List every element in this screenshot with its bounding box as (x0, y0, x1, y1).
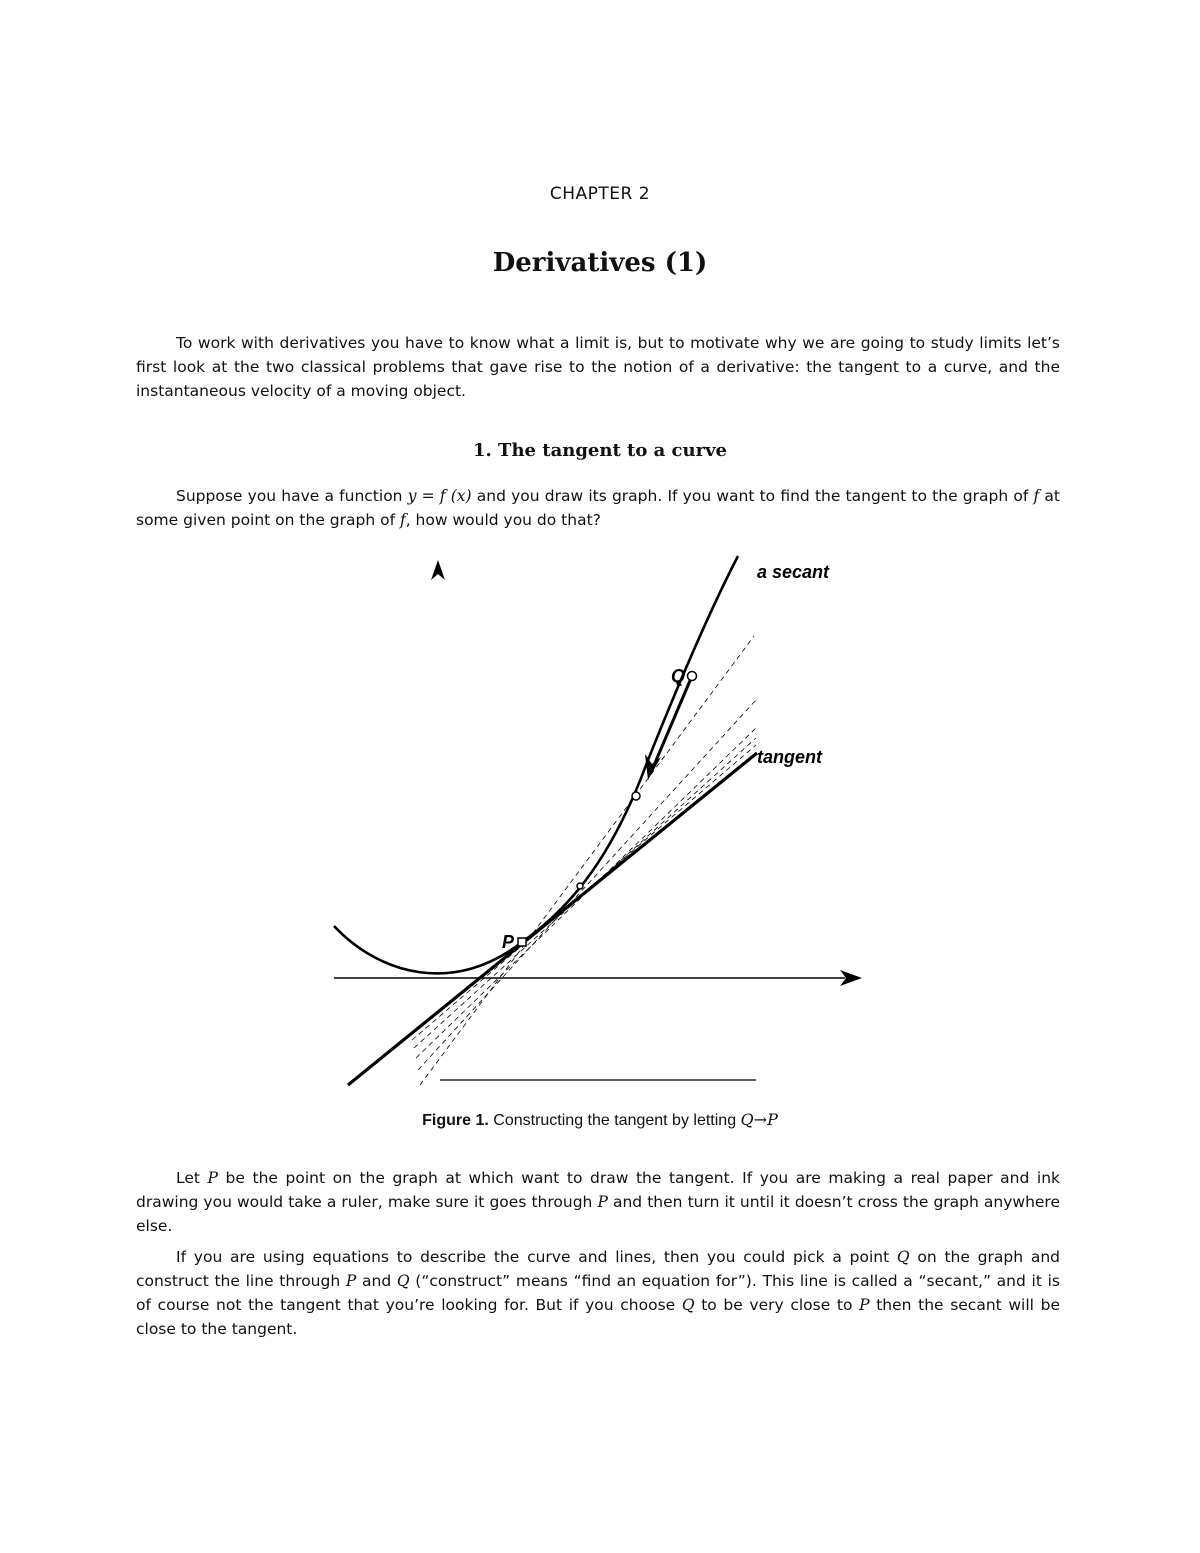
chapter-title: Derivatives (1) (492, 248, 708, 278)
q-label: Q (671, 666, 686, 686)
curve-point-2 (577, 883, 583, 889)
secant-line-1 (420, 636, 754, 1085)
approach-arrow (652, 676, 692, 770)
tangent-diagram (320, 548, 880, 1093)
section-paragraph: Suppose you have a function y = f (x) and you draw its graph. If you want to find the tangent to the graph of f at some given point on the graph of f, how would you do that? (136, 487, 1060, 529)
secant-label: a secant (757, 562, 830, 582)
curve-point-1 (632, 792, 640, 800)
chapter-label: CHAPTER 2 (549, 184, 651, 204)
secant-lines (412, 636, 756, 1085)
function-equation: y = f (x) (407, 487, 472, 505)
point-q (688, 672, 697, 681)
tangent-label: tangent (757, 747, 822, 767)
section-heading: 1. The tangent to a curve (473, 440, 727, 461)
y-axis-arrowhead (431, 560, 445, 580)
function-curve (334, 556, 738, 973)
p-label: P (502, 932, 515, 952)
point-p (518, 938, 526, 946)
secant-line-2 (418, 700, 756, 1070)
intro-paragraph: To work with derivatives you have to know what a limit is, but to motivate why we are going to study limits let’s first look at the two classical problems that gave rise to the notion of a derivative: the tangent to a curve, and the instantaneous velocity of a moving object. (136, 334, 1060, 400)
figure-caption: Figure 1. Constructing the tangent by letting Q→P (422, 1110, 778, 1129)
tangent-figure (320, 548, 880, 1093)
paragraph-secant: If you are using equations to describe the curve and lines, then you could pick a point Q on the graph and construct the line through P and Q (“construct” means “find an equation for”). This line is called a “secant,” and it is of course not the tangent that you’re looking for. But if you choose Q to be very close to P then the secant will be close to the tangent. (136, 1248, 1060, 1338)
paragraph-ruler: Let P be the point on the graph at which want to draw the tangent. If you are making a real paper and ink drawing you would take a ruler, make sure it goes through P and then turn it until it doesn’t cross the graph anywhere else. (136, 1169, 1061, 1235)
